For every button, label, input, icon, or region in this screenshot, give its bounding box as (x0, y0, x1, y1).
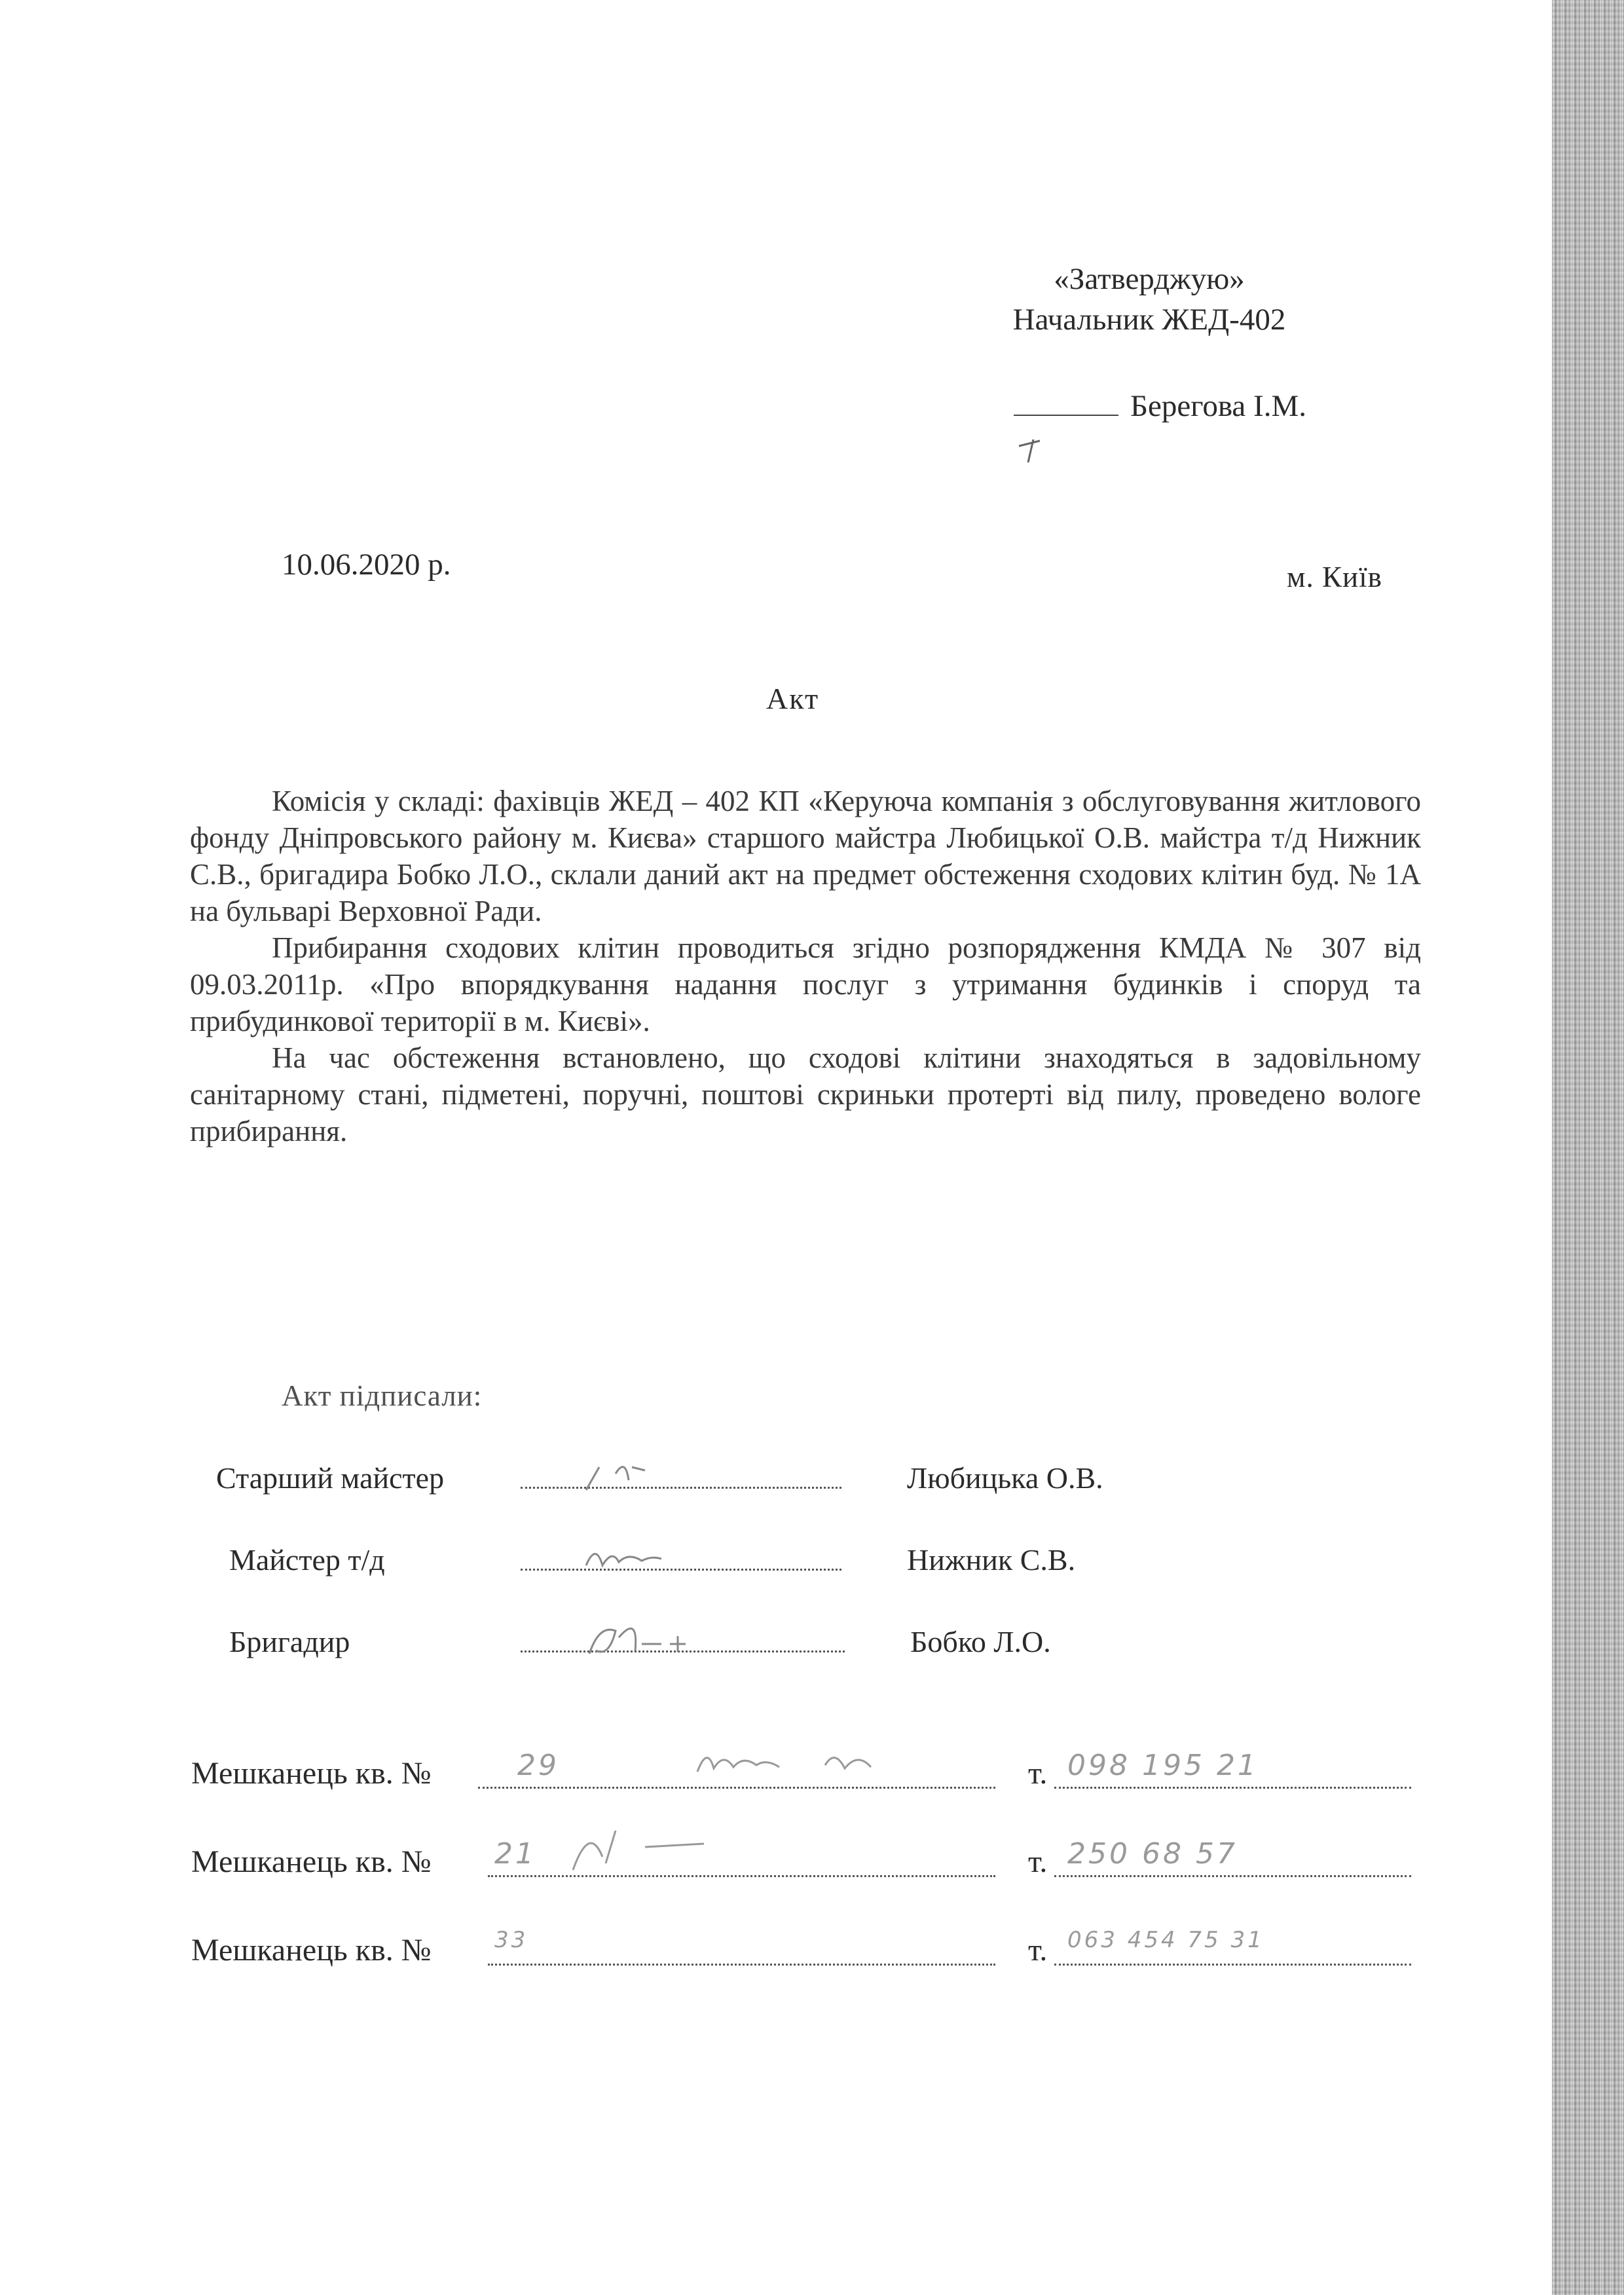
resident-signature-mark (694, 1742, 930, 1782)
document-city: м. Київ (1287, 561, 1382, 593)
resident-phone-label: т. (1028, 1844, 1048, 1879)
signature-mark (580, 1536, 671, 1575)
resident-phone-label: т. (1028, 1933, 1048, 1968)
resident-phone-line (1054, 1837, 1411, 1877)
approve-word: «Затверджую» (1054, 262, 1245, 296)
signatory-name: Бобко Л.О. (910, 1625, 1051, 1658)
document-body (190, 783, 1421, 1149)
resident-apartment-line (488, 1837, 995, 1877)
signature-line (521, 1624, 845, 1652)
document-date: 10.06.2020 р. (282, 548, 451, 582)
resident-phone-label: т. (1028, 1756, 1048, 1791)
resident-phone-line (1054, 1927, 1411, 1966)
signatory-row (0, 1542, 1624, 1588)
paragraph-commission: Комісія у складі: фахівців ЖЕД – 402 КП «Керуюча компанія з обслуговування житлового фонду Дніпровського району м. Києва» старшого майстра Любицької О.В. майстра т/д Нижник С.В., бригадира Бобко Л.О., склали даний акт на предмет обстеження сходових клітин буд. № 1А на бульварі Верховної Ради. (190, 785, 1421, 927)
paragraph-inspection-result: На час обстеження встановлено, що сходові клітини знаходяться в задовільному санітарному стані, підметені, поручні, поштові скриньки протерті від пилу, проведено вологе прибирання. (190, 1041, 1421, 1148)
resident-phone-handwritten: 098 195 21 (1067, 1749, 1259, 1782)
resident-apartment-handwritten: 21 (494, 1837, 536, 1871)
signature-mark (580, 1618, 710, 1664)
signatory-name: Любицька О.В. (907, 1461, 1103, 1495)
resident-apartment-line (478, 1749, 995, 1789)
signatory-role: Майстер т/д (229, 1543, 385, 1577)
resident-row (0, 1749, 1624, 1808)
approver-sign-row (979, 386, 1320, 426)
document-title: Акт (766, 682, 820, 715)
resident-apartment-handwritten: 29 (517, 1749, 559, 1782)
signature-line (521, 1461, 841, 1489)
resident-row (0, 1927, 1624, 1985)
signatory-row (0, 1461, 1624, 1506)
signatory-row (0, 1624, 1624, 1670)
resident-label: Мешканець кв. № (191, 1933, 432, 1968)
signature-mark (580, 1454, 658, 1493)
resident-phone-handwritten: 063 454 75 31 (1067, 1927, 1264, 1953)
approver-name: Берегова І.М. (1130, 389, 1306, 423)
resident-row (0, 1837, 1624, 1896)
signatory-role: Старший майстер (216, 1461, 445, 1495)
resident-apartment-line (488, 1927, 995, 1966)
resident-label: Мешканець кв. № (191, 1756, 432, 1791)
approver-signature-mark (1014, 426, 1053, 466)
signed-label: Акт підписали: (282, 1379, 483, 1412)
resident-apartment-handwritten: 33 (494, 1927, 528, 1953)
paragraph-cleaning-order: Прибирання сходових клітин проводиться згідно розпорядження КМДА № 307 від 09.03.2011р. «Про впорядкування надання послуг з утримання будинків і споруд та прибудинкової території в м. Києві». (190, 931, 1421, 1037)
approval-block (979, 259, 1320, 426)
signature-line (521, 1542, 841, 1571)
signatory-role: Бригадир (229, 1625, 350, 1658)
resident-label: Мешканець кв. № (191, 1844, 432, 1879)
approver-signature-line (1014, 415, 1118, 416)
signatory-name: Нижник С.В. (907, 1543, 1076, 1577)
resident-signature-mark (566, 1818, 737, 1876)
resident-phone-handwritten: 250 68 57 (1067, 1837, 1238, 1871)
resident-phone-line (1054, 1749, 1411, 1789)
approver-position: Начальник ЖЕД-402 (1012, 303, 1286, 337)
